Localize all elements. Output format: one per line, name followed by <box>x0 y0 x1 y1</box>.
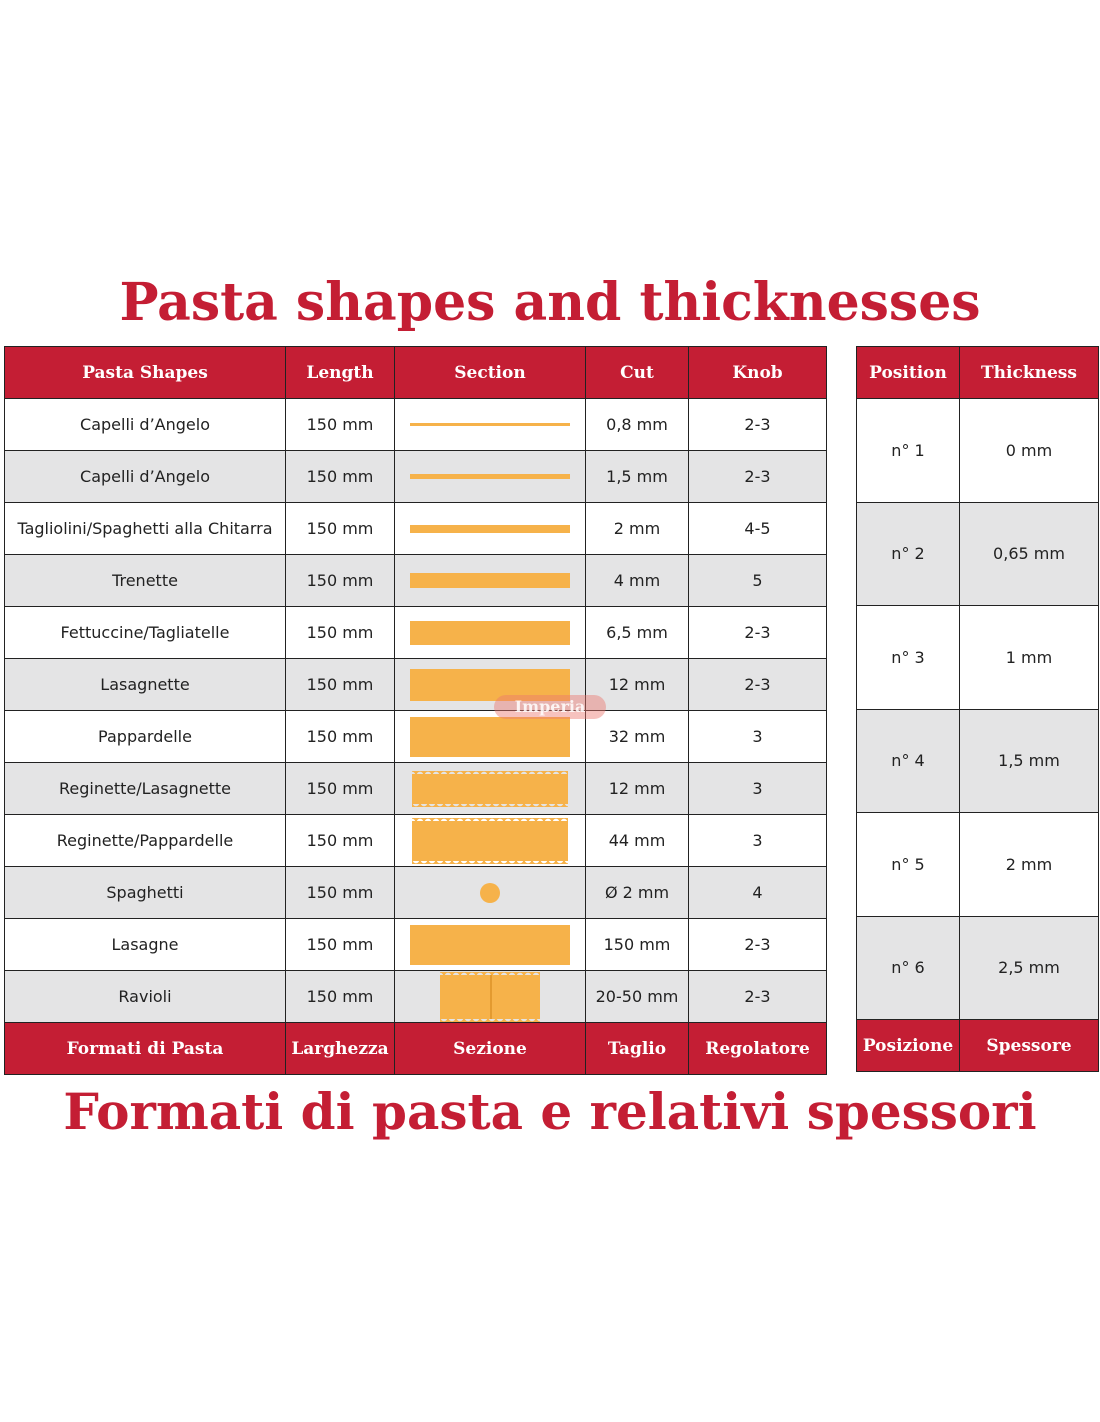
table-row <box>5 659 827 711</box>
section-cell <box>395 607 586 659</box>
knob-cell: 2-3 <box>689 659 827 711</box>
header-larghezza: Larghezza <box>286 1023 395 1075</box>
length-cell: 150 mm <box>286 503 395 555</box>
thickness-cell: 0 mm <box>960 399 1099 503</box>
pasta-section-swatch <box>410 525 570 533</box>
section-cell <box>395 555 586 607</box>
cut-cell: 150 mm <box>586 919 689 971</box>
table-row <box>5 555 827 607</box>
table-row <box>5 399 827 451</box>
table-row <box>857 502 1099 606</box>
thickness-cell: 0,65 mm <box>960 502 1099 606</box>
pasta-shape-cell: Capelli d’Angelo <box>5 399 286 451</box>
cut-cell: 1,5 mm <box>586 451 689 503</box>
cut-cell: 32 mm <box>586 711 689 763</box>
table-row <box>857 813 1099 917</box>
pasta-shape-cell: Spaghetti <box>5 867 286 919</box>
table-row <box>5 919 827 971</box>
cut-cell: 0,8 mm <box>586 399 689 451</box>
pasta-shape-cell: Fettuccine/Tagliatelle <box>5 607 286 659</box>
pasta-section-swatch <box>410 717 570 757</box>
table-row <box>857 399 1099 503</box>
position-cell: n° 1 <box>857 399 960 503</box>
thickness-cell: 2 mm <box>960 813 1099 917</box>
length-cell: 150 mm <box>286 763 395 815</box>
pasta-shape-cell: Trenette <box>5 555 286 607</box>
section-cell <box>395 867 586 919</box>
section-cell <box>395 399 586 451</box>
pasta-section-swatch <box>440 975 540 1019</box>
length-cell: 150 mm <box>286 867 395 919</box>
table-row <box>5 815 827 867</box>
pasta-section-swatch <box>410 474 570 479</box>
knob-cell: 4-5 <box>689 503 827 555</box>
knob-cell: 2-3 <box>689 451 827 503</box>
length-cell: 150 mm <box>286 919 395 971</box>
length-cell: 150 mm <box>286 451 395 503</box>
imperia-watermark: Imperia <box>494 695 606 719</box>
cut-cell: 2 mm <box>586 503 689 555</box>
header-thickness: Thickness <box>960 347 1099 399</box>
pasta-section-swatch <box>410 573 570 588</box>
cut-cell: 6,5 mm <box>586 607 689 659</box>
cut-cell: Ø 2 mm <box>586 867 689 919</box>
cut-cell: 44 mm <box>586 815 689 867</box>
header-row-it <box>5 1023 827 1075</box>
pasta-section-swatch <box>412 774 568 804</box>
table-row <box>5 503 827 555</box>
length-cell: 150 mm <box>286 711 395 763</box>
position-cell: n° 5 <box>857 813 960 917</box>
table-row <box>5 867 827 919</box>
thickness-cell: 1,5 mm <box>960 709 1099 813</box>
section-cell <box>395 919 586 971</box>
length-cell: 150 mm <box>286 971 395 1023</box>
position-cell: n° 3 <box>857 606 960 710</box>
section-cell <box>395 971 586 1023</box>
header-length: Length <box>286 347 395 399</box>
header-formati-di-pasta: Formati di Pasta <box>5 1023 286 1075</box>
section-cell <box>395 763 586 815</box>
thickness-cell: 2,5 mm <box>960 916 1099 1020</box>
knob-cell: 5 <box>689 555 827 607</box>
header-position: Position <box>857 347 960 399</box>
pasta-shape-cell: Lasagnette <box>5 659 286 711</box>
header-section: Section <box>395 347 586 399</box>
header-sezione: Sezione <box>395 1023 586 1075</box>
pos-header-row-en <box>857 347 1099 399</box>
cut-cell: 12 mm <box>586 659 689 711</box>
pasta-section-swatch <box>480 883 500 903</box>
header-knob: Knob <box>689 347 827 399</box>
table-row <box>857 606 1099 710</box>
ravioli-divider <box>490 975 492 1019</box>
table-row <box>5 971 827 1023</box>
header-pasta-shapes: Pasta Shapes <box>5 347 286 399</box>
knob-cell: 2-3 <box>689 971 827 1023</box>
page-title: Pasta shapes and thicknesses <box>119 272 981 333</box>
cut-cell: 20-50 mm <box>586 971 689 1023</box>
pasta-shape-cell: Tagliolini/Spaghetti alla Chitarra <box>5 503 286 555</box>
length-cell: 150 mm <box>286 815 395 867</box>
position-cell: n° 4 <box>857 709 960 813</box>
length-cell: 150 mm <box>286 399 395 451</box>
cut-cell: 4 mm <box>586 555 689 607</box>
knob-cell: 3 <box>689 815 827 867</box>
cut-cell: 12 mm <box>586 763 689 815</box>
knob-cell: 3 <box>689 711 827 763</box>
knob-cell: 3 <box>689 763 827 815</box>
pasta-shape-cell: Reginette/Lasagnette <box>5 763 286 815</box>
header-regolatore: Regolatore <box>689 1023 827 1075</box>
pasta-section-swatch <box>410 423 570 426</box>
thickness-table <box>856 346 1099 1072</box>
header-row-en <box>5 347 827 399</box>
table-row <box>857 916 1099 1020</box>
length-cell: 150 mm <box>286 555 395 607</box>
header-spessore: Spessore <box>960 1020 1099 1072</box>
pasta-section-swatch <box>410 621 570 645</box>
section-cell <box>395 815 586 867</box>
header-cut: Cut <box>586 347 689 399</box>
pasta-section-swatch <box>412 821 568 861</box>
table-row <box>5 763 827 815</box>
length-cell: 150 mm <box>286 659 395 711</box>
table-row <box>857 709 1099 813</box>
knob-cell: 4 <box>689 867 827 919</box>
knob-cell: 2-3 <box>689 607 827 659</box>
table-row <box>5 451 827 503</box>
pasta-section-swatch <box>410 925 570 965</box>
pos-header-row-it <box>857 1020 1099 1072</box>
thickness-cell: 1 mm <box>960 606 1099 710</box>
pasta-shape-cell: Lasagne <box>5 919 286 971</box>
pasta-shape-cell: Ravioli <box>5 971 286 1023</box>
knob-cell: 2-3 <box>689 399 827 451</box>
header-posizione: Posizione <box>857 1020 960 1072</box>
pasta-shapes-table <box>4 346 827 1075</box>
page-subtitle: Formati di pasta e relativi spessori <box>63 1082 1037 1141</box>
knob-cell: 2-3 <box>689 919 827 971</box>
table-row <box>5 607 827 659</box>
header-taglio: Taglio <box>586 1023 689 1075</box>
length-cell: 150 mm <box>286 607 395 659</box>
section-cell <box>395 503 586 555</box>
pasta-shape-cell: Pappardelle <box>5 711 286 763</box>
table-row <box>5 711 827 763</box>
position-cell: n° 6 <box>857 916 960 1020</box>
position-cell: n° 2 <box>857 502 960 606</box>
pasta-shape-cell: Reginette/Pappardelle <box>5 815 286 867</box>
section-cell <box>395 451 586 503</box>
pasta-shape-cell: Capelli d’Angelo <box>5 451 286 503</box>
